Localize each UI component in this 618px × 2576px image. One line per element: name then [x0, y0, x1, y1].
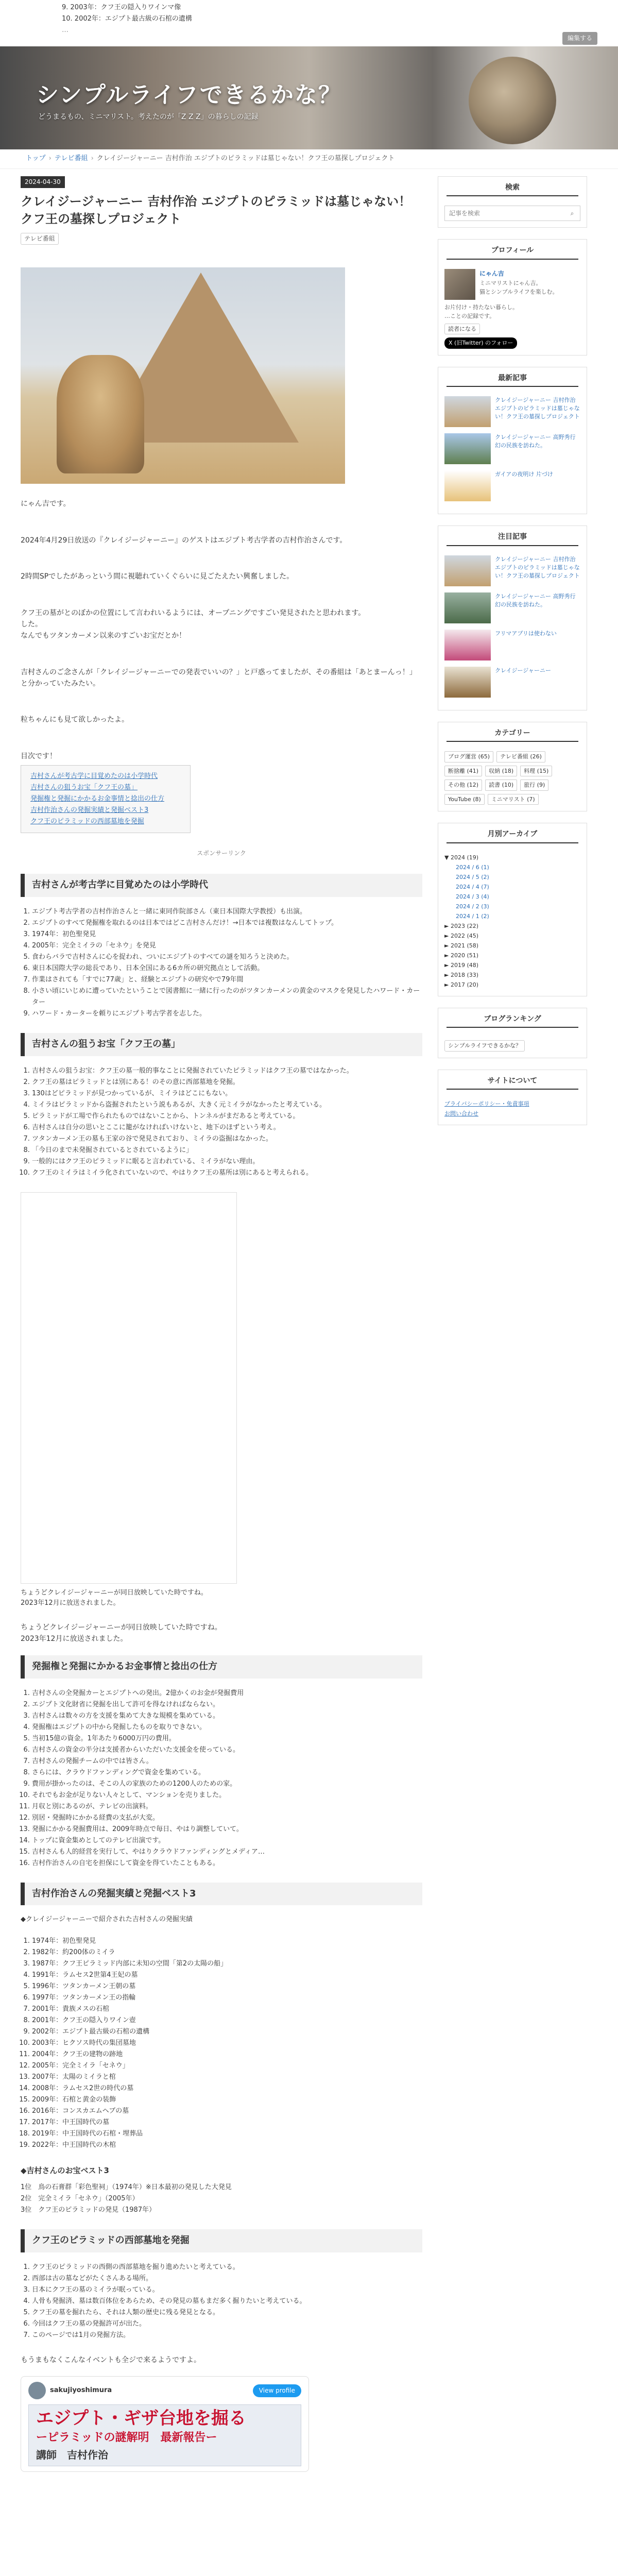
widget-title: サイトについて: [447, 1075, 578, 1090]
archive-item[interactable]: 2024 / 2 (3): [456, 903, 489, 910]
breadcrumb-home[interactable]: トップ: [26, 155, 46, 162]
category-chip[interactable]: YouTube (8): [444, 794, 485, 805]
profile-text: 猫とシンプルライフを楽しむ。: [479, 288, 558, 295]
subsection-heading: ◆吉村さんのお宝ベスト3: [21, 2166, 109, 2176]
list-item: 6. 東日本国際大学の総長であり、日本全国にある6カ所の研究拠点として活動。: [32, 963, 422, 974]
archive-item[interactable]: 2024 / 1 (2): [456, 912, 489, 920]
widget-title: 注目記事: [447, 531, 578, 546]
category-chip[interactable]: テレビ番組 (26): [496, 751, 545, 762]
caption-line: 2023年12月に放送されました。: [21, 1599, 120, 1607]
site-title[interactable]: シンプルライフできるかな？: [36, 82, 342, 108]
list-item: 9. 2002年：エジプト最古級の石棺の遺構: [32, 2026, 422, 2038]
list-item: 2. 1982年：約200体のミイラ: [32, 1947, 422, 1958]
caption-line: ちょうどクレイジージャーニーが同日放映していた時ですね。: [21, 1589, 208, 1597]
post-link[interactable]: クレイジージャーニー: [495, 667, 552, 674]
paragraph: 吉村さんのご念さんが「クレイジージャーニーでの発表でいいの？」と戸惑ってましたが、その番組は「あとまーんっ！」と分かっていたみたい。: [21, 668, 417, 688]
list-item: 15. 吉村さんも人的経営を実行して、やはりクラウドファンディングとメディア…: [32, 1846, 422, 1858]
top-list-item: 9. 2003年：クフ王の隠入りワインマ像: [62, 4, 181, 11]
archive-item[interactable]: ► 2018 (33): [444, 971, 479, 978]
section-heading: 吉村さんの狙うお宝「クフ王の墓」: [21, 1033, 422, 1056]
paragraph: 2023年12月に放送されました。: [21, 1635, 128, 1643]
category-chip[interactable]: 収納 (18): [485, 766, 517, 777]
view-profile-button[interactable]: View profile: [253, 2384, 301, 2397]
profile-widget: [438, 239, 587, 355]
archive-item[interactable]: ► 2021 (58): [444, 942, 479, 949]
main-content: [21, 176, 422, 2478]
sphinx-shape: [57, 355, 144, 473]
list-item: 2. クフ王の墓はピラミッドとは別にある！のその意に西部墓地を発掘。: [32, 1077, 422, 1088]
paragraph: 2024年4月29日放送の『クレイジージャーニー』のゲストはエジプト考古学者の吉村作治さんです。: [21, 536, 347, 545]
toc-item[interactable]: [30, 793, 181, 805]
paragraph: ちょうどクレイジージャーニーが同日放映していた時ですね。: [21, 1623, 222, 1632]
toc-item[interactable]: [30, 771, 181, 782]
widget-title: 検索: [447, 182, 578, 196]
toc-link[interactable]: 吉村作治さんの発掘実績と発掘ベスト3: [30, 806, 149, 815]
list-item: 14. トップに資金集めとしてのテレビ出演です。: [32, 1835, 422, 1846]
list-item: 1. 1974年：初色聖発見: [32, 1936, 422, 1947]
widget-title: ブログランキング: [447, 1013, 578, 1028]
chevron-right-icon: ›: [48, 155, 52, 162]
paragraph: ◆クレイジージャーニーで紹介された吉村さんの発掘実績: [21, 1916, 193, 1924]
paragraph: もうまもなくこんなイベントも全ジで来るようですよ。: [21, 2356, 201, 2365]
list-item[interactable]: [444, 470, 580, 501]
breadcrumb: [0, 149, 618, 169]
list-item: 3. 吉村さんは数々の方を支援を集めて大きな規模を集めている。: [32, 1710, 422, 1722]
list-item: 18. 2019年：中王国時代の石棺・埋葬品: [32, 2128, 422, 2140]
list-item: 1. 吉村さんの狙うお宝：クフ王の墓一般的事なことに発掘されていたピラミッドはクフ王の墓ではなかった。: [32, 1065, 422, 1077]
top-bar: [0, 0, 618, 46]
list-item: 16. 2016年：コンスカエムヘブの墓: [32, 2106, 422, 2117]
list-item: 3位 クフ王のピラミッドの発見（1987年）: [21, 2206, 156, 2214]
list-item: 2. エジプトのすべて発掘権を取れるのは日本ではどこ吉村さんだけ！→日本では複数はなんしてトップ。: [32, 918, 422, 929]
post-thumbnail: [444, 592, 491, 623]
widget-title: プロフィール: [447, 245, 578, 259]
header-cat-image: [469, 57, 556, 144]
post-link[interactable]: クレイジージャーニー 吉村作治 エジプトのピラミッドは墓じゃない！クフ王の墓探しプロジェクト: [495, 397, 580, 420]
site-header: [0, 46, 618, 149]
list-item: 7. このページでは1月の発掘方法。: [32, 2330, 422, 2341]
section-list: [32, 2262, 422, 2341]
widget-title: 最新記事: [447, 372, 578, 387]
list-item: 17. 2017年：中王国時代の墓: [32, 2117, 422, 2128]
list-item: 5. ピラミッドが工場で作られたものではないことから、トンネルがまだあると考えている。: [32, 1111, 422, 1122]
toc-link[interactable]: 発掘権と発掘にかかるお金事情と捻出の仕方: [30, 795, 165, 803]
list-item: 7. ツタンカーメン王の墓も王家の谷で発見されており、ミイラの盗掘はなかった。: [32, 1133, 422, 1145]
category-chip[interactable]: ブログ運営 (65): [444, 751, 493, 762]
category-widget: [438, 722, 587, 812]
flyer-line: ーピラミッドの謎解明 最新報告ー: [36, 2431, 217, 2444]
list-item: 16. 吉村作治さんの自宅を担保にして資金を得ていたこともある。: [32, 1858, 422, 1869]
toc-title: 目次です！: [21, 752, 57, 760]
post-link[interactable]: ガイアの夜明け 片づけ: [495, 471, 553, 478]
list-item[interactable]: [444, 555, 580, 586]
section-heading: クフ王のピラミッドの西部墓地を発掘: [21, 2229, 422, 2252]
best3-list: [21, 2182, 422, 2216]
list-item: 6. 吉村さんの資金の半分は支援者からいただいた支援金を使っている。: [32, 1744, 422, 1756]
list-item: 13. 2007年：太陽のミイラと棺: [32, 2072, 422, 2083]
toc-link[interactable]: 吉村さんが考古学に目覚めたのは小学時代: [30, 772, 158, 781]
category-chip[interactable]: 断捨離 (41): [444, 766, 482, 777]
list-item: 4. 2005年：完全ミイラの「セネウ」を発見: [32, 940, 422, 952]
avatar: [28, 2382, 46, 2399]
post-thumbnail: [444, 630, 491, 660]
popular-posts-widget: [438, 526, 587, 710]
list-item: 9. 一般的にはクフ王のピラミッドに眠ると言われている、ミイラがない理由。: [32, 1156, 422, 1167]
section-list: [32, 906, 422, 1020]
list-item: 2. 西部は古の墓などがたくさんある場所。: [32, 2273, 422, 2284]
contact-link[interactable]: お問い合わせ: [444, 1110, 478, 1117]
toc-item[interactable]: [30, 805, 181, 816]
list-item: 1. クフ王のピラミッドの西側の西部墓地を掘り進めたいと考えている。: [32, 2262, 422, 2273]
section-list: [32, 1065, 422, 1179]
post-link[interactable]: クレイジージャーニー 高野秀行 幻の民族を訪ねた。: [495, 434, 576, 449]
about-site-widget: [438, 1070, 587, 1126]
edit-button[interactable]: 編集する: [562, 32, 597, 45]
toc-link[interactable]: 吉村さんの狙うお宝「クフ王の墓」: [30, 784, 138, 792]
list-item[interactable]: [444, 396, 580, 427]
post-link[interactable]: クレイジージャーニー 高野秀行 幻の民族を訪ねた。: [495, 592, 576, 608]
list-item: 8. 「今日のまで未発掘されているとされているように」: [32, 1145, 422, 1156]
widget-title: カテゴリー: [447, 727, 578, 742]
archive-item[interactable]: 2024 / 5 (2): [456, 873, 489, 880]
sidebar: [438, 176, 587, 2478]
list-item: 14. 2008年：ラムセス2世の時代の墓: [32, 2083, 422, 2094]
list-item[interactable]: [444, 433, 580, 464]
list-item: 1. エジプト考古学者の吉村作治さんと一緒に東同作院部さん（東日本国際大学教授）も出演。: [32, 906, 422, 918]
search-box: [444, 206, 580, 221]
list-item: 5. 当初15億の資金。1年あたり6000万円の費用。: [32, 1733, 422, 1744]
archive-item[interactable]: ▼ 2024 (19): [444, 854, 479, 861]
list-item: 12. 別居・発掘時にかかる経費の支払が大変。: [32, 1812, 422, 1824]
toc-item[interactable]: [30, 816, 181, 827]
list-item: 6. 1997年：ツタンカーメン王の指輪: [32, 1992, 422, 2004]
paragraph: した。: [21, 620, 42, 629]
site-subtitle: どうまるもの、ミニマリスト。考えたのが「Z Z Z」の暮らしの記録: [38, 113, 259, 121]
profile-name[interactable]: にゃん吉: [479, 269, 504, 277]
post-thumbnail: [444, 470, 491, 501]
tweet-embed[interactable]: [21, 2376, 309, 2472]
list-item: 4. 人骨も発掘済、墓は数百体位をあらため、その発見の墓もまだ多く掘りたいと考えている。: [32, 2296, 422, 2307]
profile-text: ミニマリストにゃん吉。: [479, 279, 542, 286]
list-item: 3. 1974年：初色聖発見: [32, 929, 422, 940]
archive-item[interactable]: ► 2022 (45): [444, 932, 479, 939]
list-item: 2位 完全ミイラ「セネウ」（2005年）: [21, 2195, 139, 2203]
profile-text: お片付け・持たない暮らし。: [444, 303, 518, 311]
flyer-line: 講師 吉村作治: [36, 2448, 108, 2461]
archive-widget: [438, 823, 587, 996]
list-item: 11. 2004年：クフ王の建物の跡地: [32, 2049, 422, 2060]
list-item: 10. 2003年：ヒクソス時代の集団墓地: [32, 2038, 422, 2049]
archive-item[interactable]: ► 2020 (51): [444, 952, 479, 959]
category-tag[interactable]: テレビ番組: [21, 233, 59, 245]
paragraph: にゃん吉です。: [21, 500, 71, 509]
post-thumbnail: [444, 433, 491, 464]
recent-posts-widget: [438, 367, 587, 514]
list-item: 8. さらには、クラウドファンディングで資金を集めている。: [32, 1767, 422, 1778]
x-follow-button[interactable]: X (旧Twitter) のフォロー: [444, 337, 517, 349]
list-item: 5. 食わらバラで吉村さんに心を捉われ、ついにエジプトのすべての謎を知ろうと決めた。: [32, 952, 422, 963]
list-item: 5. 1996年：ツタンカーメン王朝の墓: [32, 1981, 422, 1992]
breadcrumb-category[interactable]: テレビ番組: [54, 155, 88, 162]
category-chip[interactable]: 読書 (10): [485, 779, 517, 791]
section-list: [32, 1688, 422, 1869]
blog-ranking-widget: [438, 1008, 587, 1058]
archive-item[interactable]: 2024 / 3 (4): [456, 893, 489, 900]
list-item: 6. 吉村さんは自分の思いとここに籠がなければいけないと、地下のほずという考え。: [32, 1122, 422, 1133]
category-chip[interactable]: 旅行 (9): [520, 779, 548, 791]
list-item: 7. 2001年：貴族メスの石棺: [32, 2004, 422, 2015]
post-date: 2024-04-30: [21, 176, 65, 188]
section-heading: 吉村さんが考古学に目覚めたのは小学時代: [21, 874, 422, 897]
list-item: 9. 費用が掛かったのは、そこの人の家族のための1200人のための家。: [32, 1778, 422, 1790]
pyramid-sphinx-image: [21, 267, 345, 484]
list-item: 9. ハワード・カーターを頼りにエジプト考古学者を志した。: [32, 1008, 422, 1020]
search-icon[interactable]: ⌕: [570, 209, 574, 217]
category-chip[interactable]: ミニマリスト (7): [488, 794, 539, 805]
paragraph: クフ王の墓がとのぼかの位置にして言われいるようには、オープニングですごい発見されたと思われます。: [21, 608, 366, 617]
list-item: 1位 鳥の石膏群「彩色聖祠」（1974年）※日本最初の発見した大発見: [21, 2183, 232, 2192]
profile-text: …ことの記録です。: [444, 312, 495, 319]
event-flyer-image: [28, 2404, 301, 2466]
list-item: 7. 吉村さんの発掘チームの中では皆さん。: [32, 1756, 422, 1767]
top-list-item: 10. 2002年：エジプト最古級の石棺の遺構: [62, 15, 192, 23]
list-item: 2. エジプト文化財省に発掘を出して許可を得なければならない。: [32, 1699, 422, 1710]
archive-item[interactable]: ► 2023 (22): [444, 922, 479, 929]
privacy-policy-link[interactable]: プライバシーポリシー・免責事項: [444, 1100, 529, 1108]
post-link[interactable]: クレイジージャーニー 吉村作治 エジプトのピラミッドは墓じゃない！クフ王の墓探しプロジェクト: [495, 555, 580, 579]
list-item: 6. 今回はクフ王の墓の発掘許可が出た。: [32, 2318, 422, 2330]
top-list-item: …: [62, 26, 68, 34]
tweet-handle[interactable]: sakujiyoshimura: [50, 2386, 112, 2394]
ranking-banner[interactable]: シンプルライフできるかな？: [444, 1040, 525, 1052]
paragraph: なんでもツタンカーメン以来のすごいお宝だとか！: [21, 632, 186, 640]
list-item: 1. 吉村さんの全発掘カーとエジプトへの発出。2億かくのお金が発掘費用: [32, 1688, 422, 1699]
toc-link[interactable]: クフ王のピラミッドの西部墓地を発掘: [30, 818, 144, 826]
list-item: 8. 2001年：クフ王の隠入りワイン壺: [32, 2015, 422, 2026]
post-thumbnail: [444, 555, 491, 586]
list-item[interactable]: [444, 630, 580, 660]
search-input[interactable]: [445, 206, 564, 221]
paragraph: 2時間SPでしたがあっという間に視聴れていくぐらいに見ごたえたい興奮しました。: [21, 572, 294, 581]
search-widget: [438, 176, 587, 228]
list-item: 4. 発掘権はエジプトの中から発掘したものを取りできない。: [32, 1722, 422, 1733]
archive-item[interactable]: 2024 / 6 (1): [456, 863, 489, 871]
post-title: クレイジージャーニー 吉村作治 エジプトのピラミッドは墓じゃない！クフ王の墓探しプロジェクト: [21, 194, 411, 226]
embed-caption: [21, 1588, 422, 1608]
chevron-right-icon: ›: [91, 155, 94, 162]
flyer-line: エジプト・ギザ台地を掘る: [36, 2408, 246, 2429]
list-item: 10. それでもお金が足りない人々として、マンションを売りました。: [32, 1790, 422, 1801]
post-thumbnail: [444, 667, 491, 698]
list-item[interactable]: [444, 592, 580, 623]
paragraph: 粒ちゃんにも見て欲しかったよ。: [21, 716, 129, 724]
list-item: 15. 2009年：石棺と黄金の装飾: [32, 2094, 422, 2106]
list-item: 10. クフ王のミイラはミイラ化されていないので、やはりクフ王の墓所は別にあると考えられる。: [32, 1167, 422, 1179]
table-of-contents: [21, 765, 191, 833]
subscribe-button[interactable]: 読者になる: [444, 324, 480, 335]
instagram-embed[interactable]: [21, 1192, 237, 1584]
section-heading: 吉村作治さんの発掘実績と発掘ベスト3: [21, 1883, 422, 1906]
section-list: [32, 1936, 422, 2151]
list-item: 3. 130はどピラミッドが見つかっているが、ミイラはどこにもない。: [32, 1088, 422, 1099]
list-item: 19. 2022年：中王国時代の木棺: [32, 2140, 422, 2151]
toc-item[interactable]: [30, 782, 181, 793]
archive-item[interactable]: 2024 / 4 (7): [456, 883, 489, 890]
archive-item[interactable]: ► 2017 (20): [444, 981, 479, 988]
section-heading: 発掘権と発掘にかかるお金事情と捻出の仕方: [21, 1655, 422, 1679]
ad-label: スポンサーリンク: [197, 850, 246, 857]
widget-title: 月別アーカイブ: [447, 828, 578, 843]
category-chip[interactable]: 料理 (15): [520, 766, 552, 777]
list-item[interactable]: [444, 667, 580, 698]
list-item: 11. 月収と別にあるのが、テレビの出演料。: [32, 1801, 422, 1812]
list-item: 4. 1991年：ラムセス2世第4王妃の墓: [32, 1970, 422, 1981]
list-item: 3. 日本にクフ王の墓のミイラが眠っている。: [32, 2284, 422, 2296]
archive-item[interactable]: ► 2019 (48): [444, 961, 479, 969]
breadcrumb-current: クレイジージャーニー 吉村作治 エジプトのピラミッドは墓じゃない！クフ王の墓探しプロジェクト: [96, 155, 395, 162]
list-item: 4. ミイラはピラミッドから盗掘されたという説もあるが、大きく元ミイラがなかったと考えている。: [32, 1099, 422, 1111]
list-item: 7. 作業はされても「すでに77歳」と、経験とエジプトの研究やで79年間: [32, 974, 422, 986]
list-item: 3. 1987年：クフ王ピラミッド内部に未知の空間「第2の太陽の船」: [32, 1958, 422, 1970]
list-item: 12. 2005年：完全ミイラ「セネウ」: [32, 2060, 422, 2072]
post-thumbnail: [444, 396, 491, 427]
category-chip[interactable]: その他 (12): [444, 779, 482, 791]
list-item: 5. クフ王の墓を掘れたら、それは人類の歴史に残る発見となる。: [32, 2307, 422, 2318]
post-link[interactable]: フリマアプリは使わない: [495, 630, 557, 637]
list-item: 13. 発掘にかかる発掘費用は、2009年時点で毎日、やはり調整していて。: [32, 1824, 422, 1835]
list-item: 8. 小さい頃にいじめに遭っていたということで図書館に一緒に行ったのがツタンカーメンの黄金のマスクを発見したハワード・カーター: [32, 986, 422, 1008]
profile-avatar: [444, 269, 475, 300]
